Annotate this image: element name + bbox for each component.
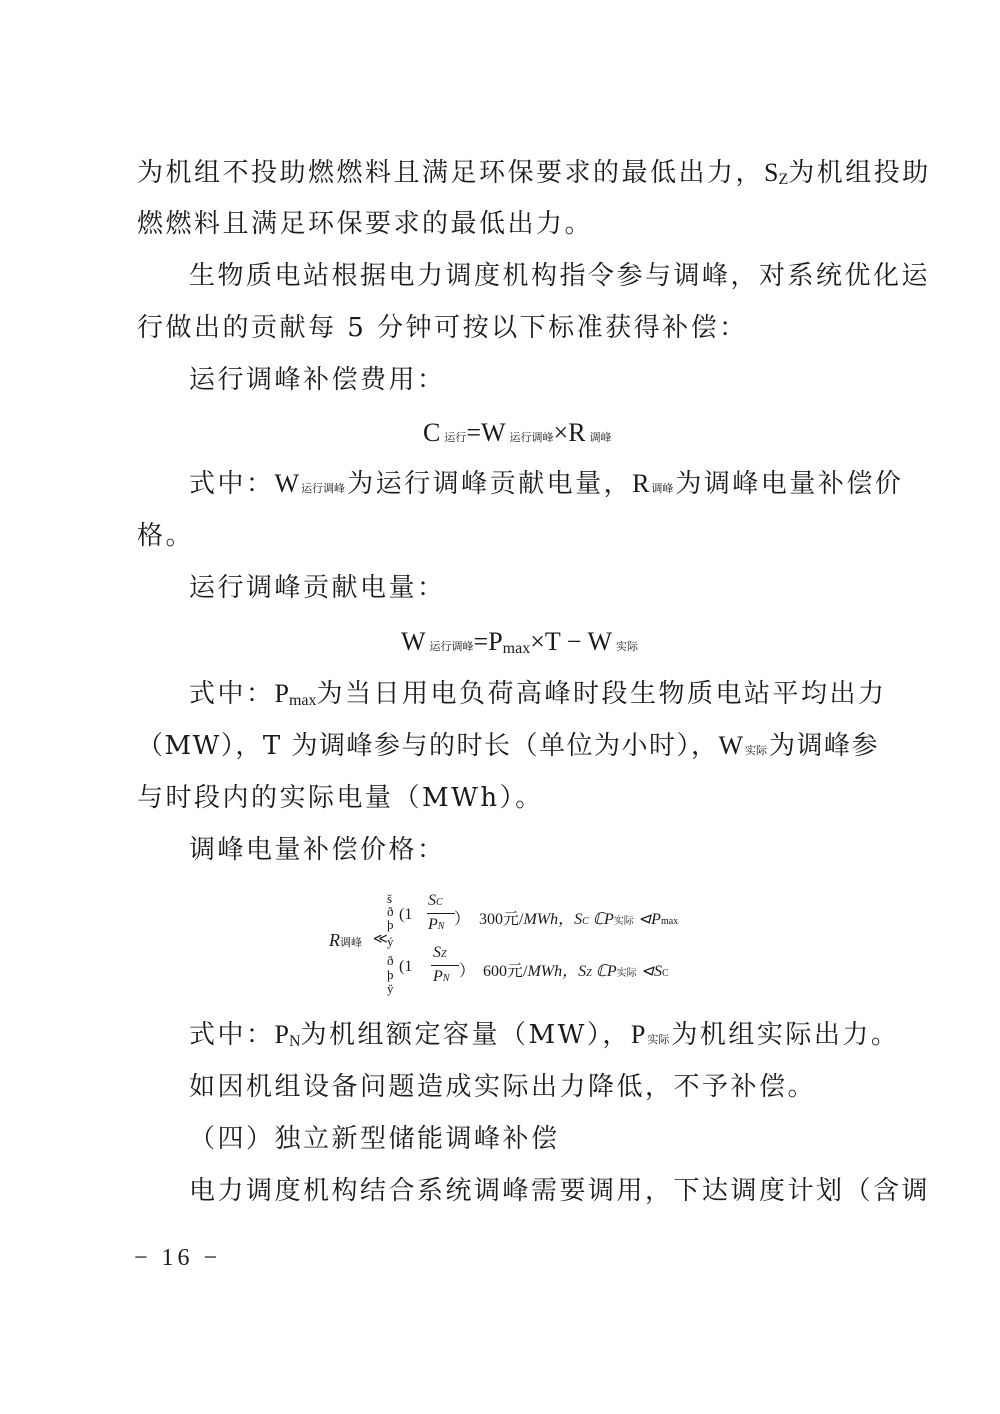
- case-2-fraction-bar: [431, 965, 459, 966]
- subscript: 运行调峰: [301, 482, 346, 495]
- case-2-denominator: [433, 968, 449, 986]
- subscript: 实际: [616, 968, 637, 979]
- price-unit: MWh: [527, 963, 563, 980]
- variable-p: P: [433, 968, 443, 985]
- brace-glyph: š: [387, 891, 393, 906]
- subscript: C: [582, 916, 589, 927]
- condition-part: ℂP: [592, 911, 614, 928]
- text-segment: 为机组投助: [788, 158, 931, 188]
- case-1-denominator: [428, 916, 444, 934]
- variable-p: P: [274, 1020, 289, 1049]
- subscript: max: [288, 692, 317, 709]
- subscript: C: [662, 968, 669, 979]
- brace-glyph: ÿ: [387, 981, 394, 996]
- text-segment: 为调峰电量补偿价: [675, 469, 904, 499]
- paragraph-1-line-2: 燃燃料且满足环保要求的最低出力。: [137, 209, 594, 239]
- paragraph-2-line-2: 行做出的贡献每 5 分钟可按以下标准获得补偿：: [137, 313, 748, 343]
- subscript: 实际: [613, 916, 634, 927]
- energy-heading: 运行调峰贡献电量：: [189, 573, 446, 603]
- formula-symbol: =W: [466, 418, 506, 447]
- case-1-open: (1: [399, 906, 413, 923]
- formula-symbol: W: [401, 627, 426, 656]
- subscript: 调峰: [651, 482, 674, 495]
- subscript: max: [660, 916, 679, 927]
- variable-s: S: [428, 892, 436, 909]
- formula-symbol: =P: [473, 627, 503, 656]
- condition-part: ⊲P: [637, 911, 661, 928]
- subscript: N: [442, 973, 450, 984]
- subscript: C: [436, 897, 443, 908]
- subscript: Z: [586, 968, 592, 979]
- case-1-close: ）: [454, 911, 471, 928]
- price-unit: MWh: [523, 911, 559, 928]
- price-value: 600元/: [483, 963, 528, 980]
- subscript: N: [288, 1033, 301, 1050]
- condition-part: ，S: [562, 963, 587, 980]
- text-segment: 为当日用电负荷高峰时段生物质电站平均出力: [316, 679, 887, 709]
- condition-part: ℂP: [595, 963, 617, 980]
- paragraph-last-line-1: 电力调度机构结合系统调峰需要调用，下达调度计划（含调: [189, 1176, 931, 1206]
- variable-r: R: [632, 469, 650, 498]
- price-heading: 调峰电量补偿价格：: [189, 835, 446, 865]
- text-segment: 为调峰参: [769, 731, 880, 761]
- variable-p: P: [428, 916, 438, 933]
- brace-glyph: ð: [387, 953, 394, 968]
- case-1-fraction-bar: [427, 913, 455, 914]
- brace-glyph: ð: [387, 904, 394, 919]
- subscript: 实际: [616, 641, 639, 653]
- subscript: Z: [441, 949, 447, 960]
- text-segment: 式中：: [189, 1020, 275, 1050]
- condition-part: ，S: [558, 911, 583, 928]
- variable-p: P: [630, 1020, 646, 1049]
- formula-1-explanation-line-2: 格。: [137, 521, 195, 551]
- formula-1-explanation-line-1: [189, 467, 903, 506]
- variable-p: P: [274, 679, 289, 708]
- variable-s: S: [433, 944, 441, 961]
- subscript: 运行调峰: [509, 432, 554, 444]
- condition-part: ⊲S: [640, 963, 663, 980]
- brace-glyph: ý: [387, 934, 394, 949]
- cost-heading: 运行调峰补偿费用：: [189, 365, 446, 395]
- case-1-price: [479, 906, 678, 929]
- formula-symbol: C: [423, 418, 441, 447]
- case-1-numerator: [428, 892, 443, 910]
- subscript: max: [502, 640, 531, 657]
- formula-symbol: ×R: [553, 418, 586, 447]
- subscript: Z: [778, 171, 789, 188]
- brace-glyph: þ: [387, 967, 394, 982]
- formula-compensation-price: [325, 888, 755, 998]
- formula-compensation-cost: [423, 416, 612, 455]
- case-2-close: ）: [459, 963, 476, 980]
- subscript: 调峰: [589, 432, 612, 444]
- text-segment: 为机组额定容量（MW），: [300, 1020, 631, 1050]
- subscript: 实际: [647, 1033, 670, 1046]
- subscript: N: [437, 921, 445, 932]
- text-segment: （MW），T 为调峰参与的时长（单位为小时），: [137, 731, 719, 761]
- subscript: 运行: [444, 432, 467, 444]
- formula-2-explanation-line-1: [189, 677, 887, 718]
- variable-w: W: [718, 731, 743, 760]
- price-explanation: [189, 1018, 899, 1059]
- variable-w: W: [274, 469, 300, 498]
- paragraph-2-line-1: 生物质电站根据电力调度机构指令参与调峰，对系统优化运: [189, 261, 931, 291]
- text-segment: 为机组实际出力。: [671, 1020, 900, 1050]
- text-segment: 为运行调峰贡献电量，: [347, 469, 633, 499]
- price-value: 300元/: [479, 911, 524, 928]
- formula-2-explanation-line-2: [137, 729, 879, 768]
- case-2-price: [483, 958, 669, 981]
- case-2-open: (1: [399, 958, 413, 975]
- text-segment: 式中：: [189, 469, 275, 499]
- formula-contributed-energy: [401, 625, 638, 666]
- text-segment: 为机组不投助燃燃料且满足环保要求的最低出力，: [137, 158, 765, 188]
- section-4-heading: （四）独立新型储能调峰补偿: [189, 1124, 560, 1154]
- paragraph-1-line-1: [137, 156, 931, 197]
- text-segment: 式中：: [189, 679, 275, 709]
- variable-r: R: [329, 930, 340, 950]
- subscript: 运行调峰: [429, 641, 474, 653]
- variable-s: S: [764, 158, 779, 187]
- page-number: − 16 −: [134, 1245, 222, 1271]
- formula-lhs: [329, 930, 362, 951]
- no-compensation-note: 如因机组设备问题造成实际出力降低，不予补偿。: [189, 1072, 817, 1102]
- case-2-numerator: [433, 944, 447, 962]
- brace-glyph: þ: [387, 917, 394, 932]
- formula-symbol: ×T − W: [530, 627, 613, 656]
- subscript: 调峰: [340, 937, 362, 949]
- subscript: 实际: [745, 744, 767, 757]
- formula-2-explanation-line-3: 与时段内的实际电量（MWh）。: [137, 783, 544, 813]
- brace-glyph: ≪: [373, 932, 388, 947]
